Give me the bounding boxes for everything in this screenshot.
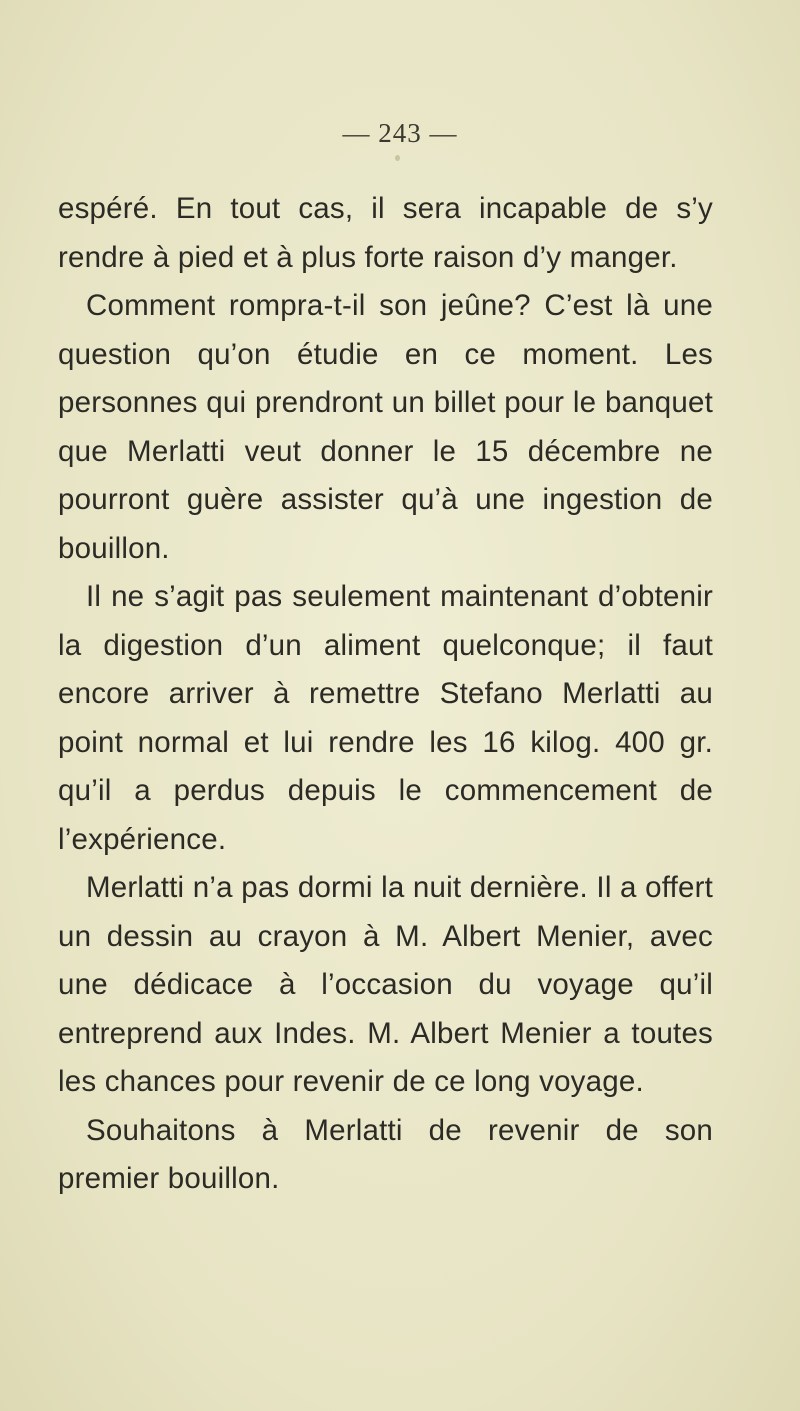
paragraph: Souhaitons à Merlatti de revenir de son premier bouillon.: [58, 1113, 713, 1195]
paragraph: Merlatti n’a pas dormi la nuit dernière. Il a offert un dessin au crayon à M. Albert Menier, avec une dédicace à l’occasion du voyage qu’il entreprend aux Indes. M. Albert Menier a toutes les chances pour revenir de ce long voyage.: [58, 871, 713, 1098]
page-number: — 243 —: [342, 118, 458, 148]
paragraph: Il ne s’agit pas seulement maintenant d’obtenir la digestion d’un aliment quelconque; il faut encore arriver à remettre Stefano Merlatti au point normal et lui rendre les 16 kilog. 400 gr. qu’il a perdus depuis le commencement de l’expérience.: [58, 580, 713, 856]
paragraph: espéré. En tout cas, il sera incapable de s’y rendre à pied et à plus forte raison d’y manger.: [58, 192, 713, 274]
ink-spot: [395, 155, 400, 161]
body-text: [58, 185, 713, 1204]
paragraph: Comment rompra-t-il son jeûne? C’est là une question qu’on étudie en ce moment. Les personnes qui prendront un billet pour le banquet que Merlatti veut donner le 15 décembre ne pourront guère assister qu’à une ingestion de bouillon.: [58, 289, 713, 565]
